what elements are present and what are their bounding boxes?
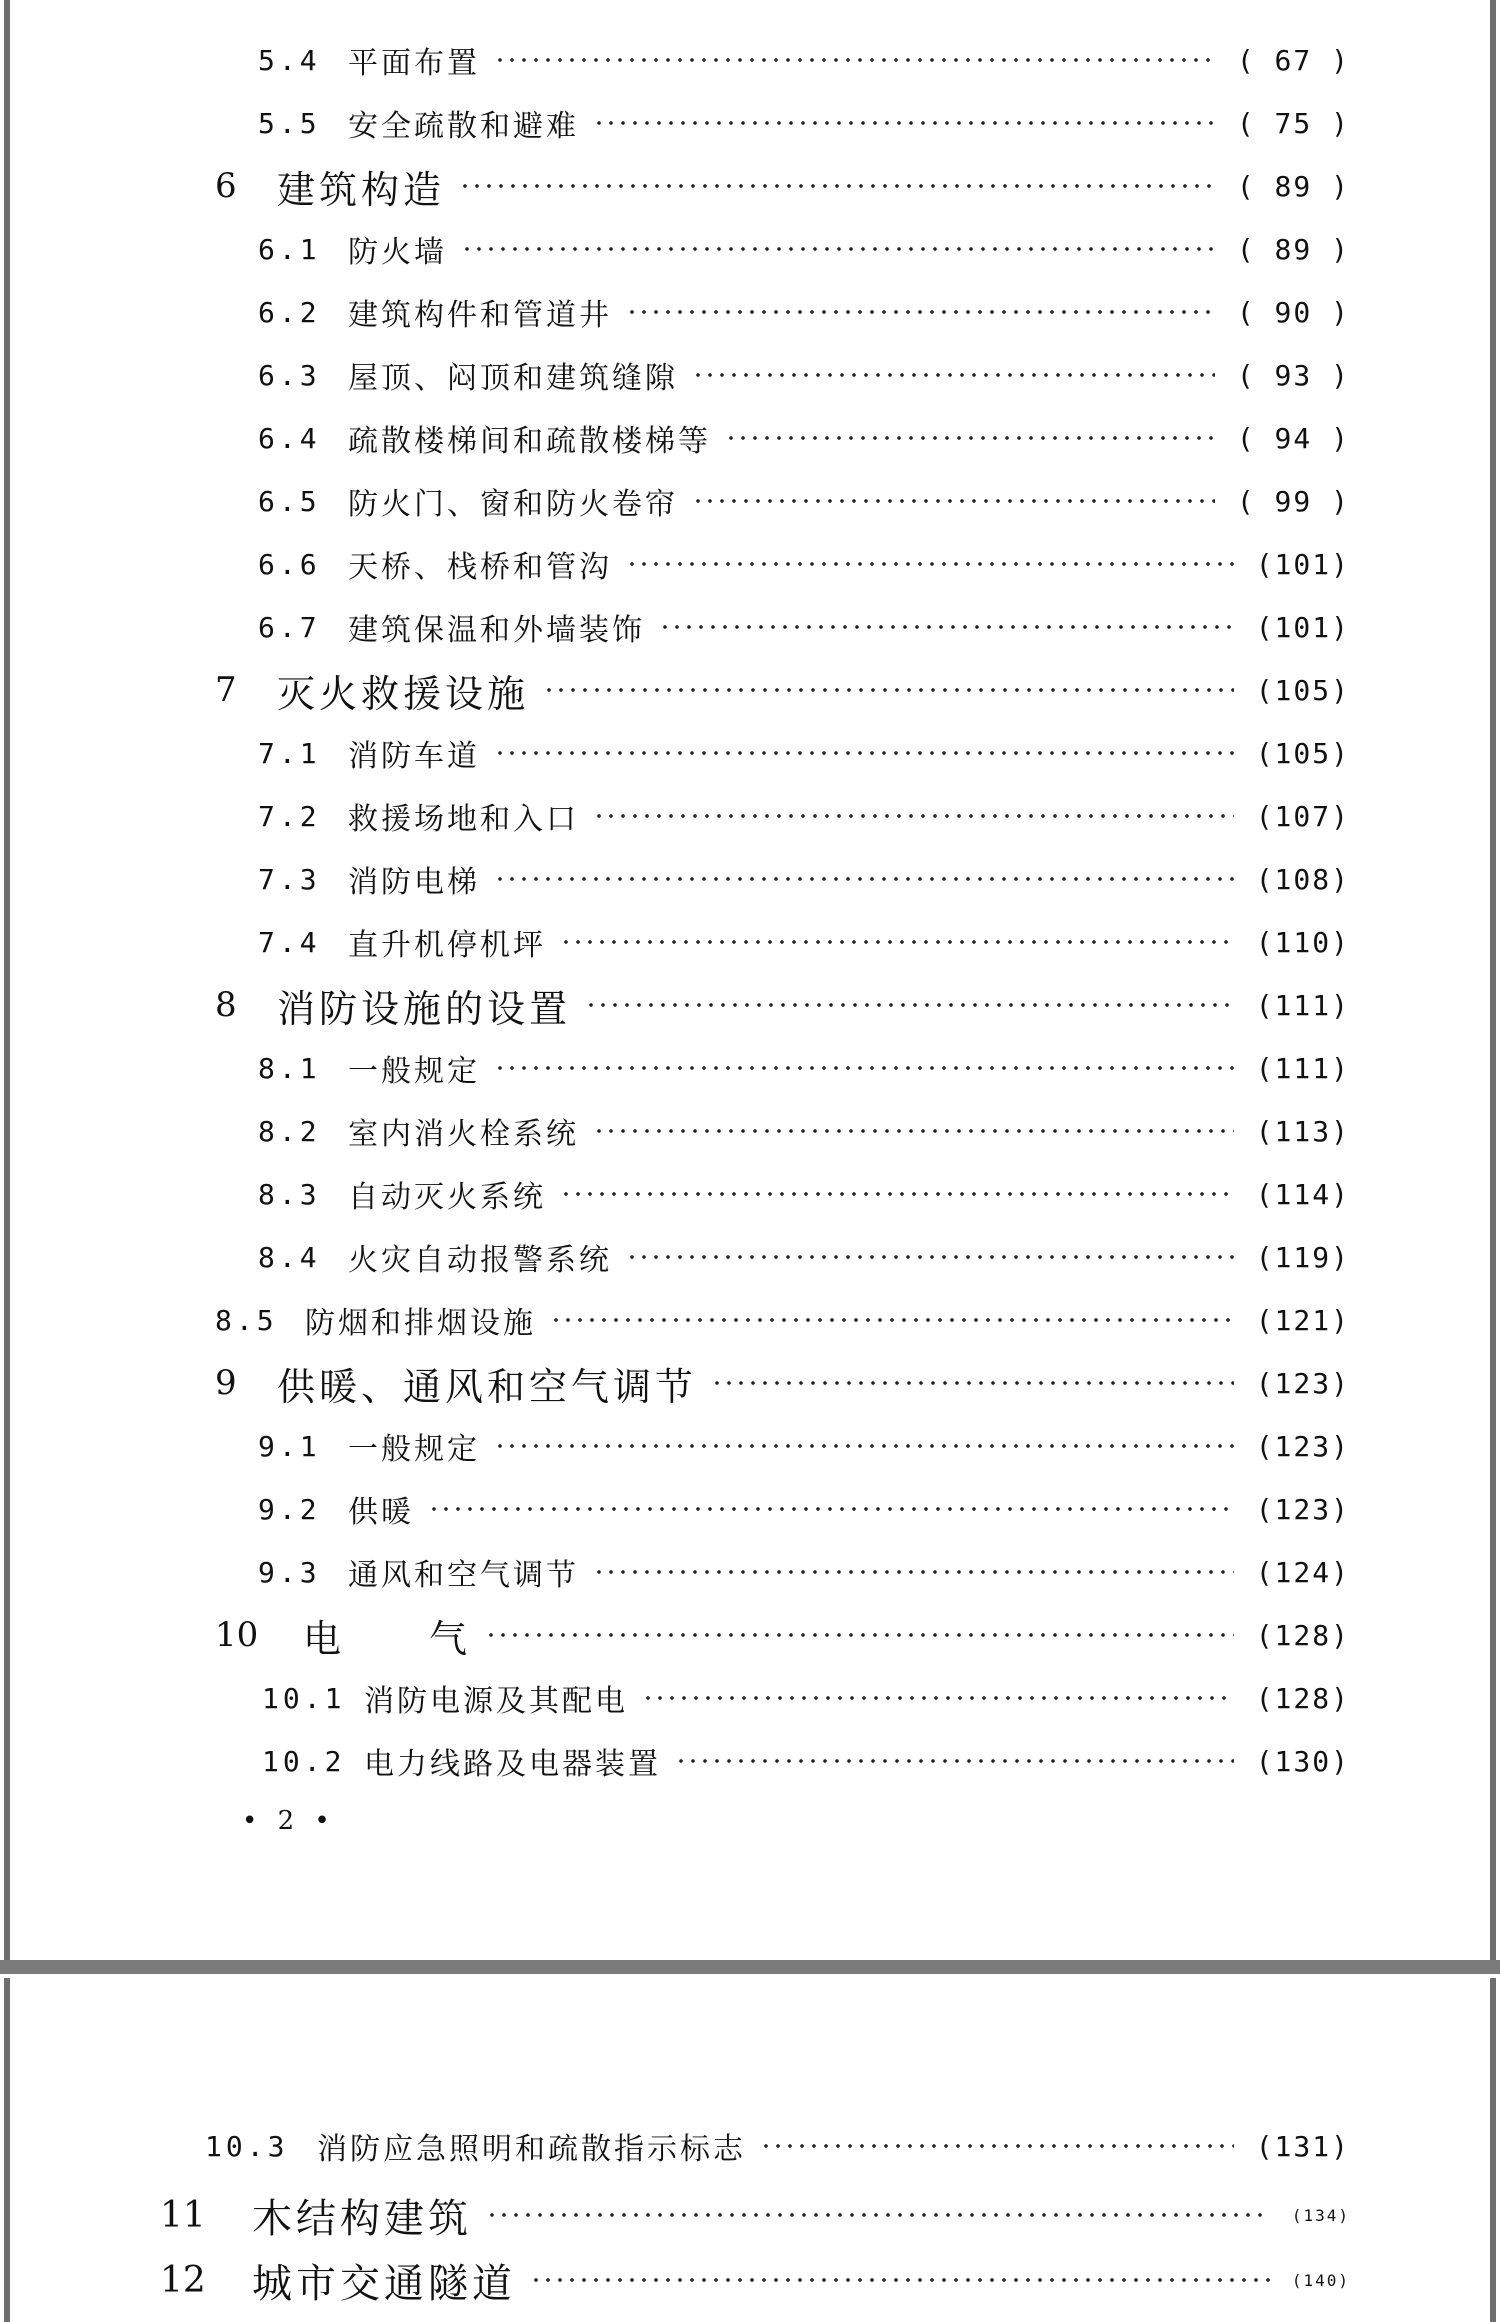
toc-entry-page: (105): [1255, 736, 1350, 770]
toc-section-entry[interactable]: [258, 723, 1350, 783]
page-divider: [0, 1960, 1500, 1974]
toc-section-entry[interactable]: [258, 1038, 1350, 1098]
dot-leader: [486, 2213, 1270, 2217]
toc-entry-page: (140): [1291, 2270, 1350, 2290]
toc-entry-number: 9: [215, 1363, 237, 1403]
toc-entry-number: 11: [160, 2194, 206, 2236]
toc-entry-page: (105): [1255, 673, 1350, 707]
toc-entry-number: 6.7: [258, 610, 321, 644]
toc-entry-page: (101): [1255, 547, 1350, 581]
toc-entry-number: 8.2: [258, 1114, 321, 1148]
toc-entry-number: 9.2: [258, 1492, 321, 1526]
toc-entry-title: 自动灭火系统: [348, 1180, 546, 1215]
left-border-top: [4, 0, 10, 1970]
toc-entry-page: (113): [1255, 1114, 1350, 1148]
dot-leader: [593, 1570, 1234, 1574]
toc-section-entry[interactable]: [258, 408, 1350, 468]
toc-entry-number: 9.1: [258, 1429, 321, 1463]
toc-entry-page: (123): [1255, 1429, 1350, 1463]
toc-entry-title: 救援场地和入口: [348, 802, 579, 837]
dot-leader: [725, 436, 1215, 440]
toc-entry-title: 平面布置: [348, 46, 480, 81]
toc-entry-number: 10: [215, 1615, 259, 1655]
toc-entry-page: (111): [1255, 988, 1350, 1022]
toc-entry-title: 灭火救援设施: [277, 671, 530, 716]
toc-section-entry[interactable]: [258, 1542, 1350, 1602]
toc-chapter-entry[interactable]: [215, 660, 1350, 720]
toc-entry-page: (119): [1255, 1240, 1350, 1274]
toc-entry-page: ( 90 ): [1236, 295, 1350, 329]
toc-entry-title: 疏散楼梯间和疏散楼梯等: [348, 424, 711, 459]
dot-leader: [760, 2144, 1234, 2148]
dot-leader: [485, 1633, 1234, 1637]
toc-entry-number: 6.3: [258, 358, 321, 392]
toc-entry-title: 城市交通隧道: [252, 2260, 516, 2307]
toc-entry-number: 5.4: [258, 43, 321, 77]
toc-entry-title: 直升机停机坪: [348, 928, 546, 963]
dot-leader: [494, 751, 1234, 755]
toc-entry-title: 防火门、窗和防火卷帘: [348, 487, 678, 522]
dot-leader: [560, 940, 1234, 944]
dot-leader: [711, 1381, 1234, 1385]
toc-chapter-entry[interactable]: [160, 2185, 1350, 2245]
toc-entry-title: 一般规定: [348, 1432, 480, 1467]
left-border-bottom: [4, 1978, 10, 2322]
toc-entry-title: 通风和空气调节: [348, 1558, 579, 1593]
toc-entry-page: (130): [1255, 1744, 1350, 1778]
toc-section-entry[interactable]: [258, 597, 1350, 657]
toc-entry-number: 7.3: [258, 862, 321, 896]
toc-entry-title: 建筑构件和管道井: [348, 298, 612, 333]
dot-leader: [494, 1066, 1234, 1070]
dot-leader: [543, 688, 1234, 692]
toc-entry-number: 6.2: [258, 295, 321, 329]
toc-entry-title: 安全疏散和避难: [348, 109, 579, 144]
toc-entry-number: 8.5: [215, 1303, 278, 1337]
dot-leader: [642, 1696, 1234, 1700]
toc-entry-title: 建筑保温和外墙装饰: [348, 613, 645, 648]
dot-leader: [593, 814, 1234, 818]
toc-entry-page: (121): [1255, 1303, 1350, 1337]
toc-entry-title: 防火墙: [348, 235, 447, 270]
dot-leader: [494, 58, 1215, 62]
toc-entry-number: 9.3: [258, 1555, 321, 1589]
dot-leader: [626, 310, 1215, 314]
toc-entry-number: 10.1: [262, 1681, 346, 1715]
toc-entry-number: 8.3: [258, 1177, 321, 1211]
toc-entry-page: (111): [1255, 1051, 1350, 1085]
toc-entry-page: ( 93 ): [1236, 358, 1350, 392]
toc-section-entry[interactable]: [258, 219, 1350, 279]
toc-entry-page: (110): [1255, 925, 1350, 959]
toc-chapter-entry[interactable]: [160, 2250, 1350, 2310]
toc-entry-page: ( 75 ): [1236, 106, 1350, 140]
toc-entry-page: (123): [1255, 1366, 1350, 1400]
toc-section-entry[interactable]: [258, 534, 1350, 594]
dot-leader: [494, 1444, 1234, 1448]
right-border-bottom: [1490, 1978, 1496, 2322]
toc-entry-number: 6.1: [258, 232, 321, 266]
toc-section-entry[interactable]: [258, 1227, 1350, 1287]
dot-leader: [461, 247, 1215, 251]
toc-entry-number: 8: [215, 985, 237, 1025]
toc-section-entry[interactable]: [258, 1101, 1350, 1161]
toc-entry-title: 供暖、通风和空气调节: [277, 1364, 698, 1409]
toc-section-entry[interactable]: [258, 1479, 1350, 1539]
toc-section-entry[interactable]: [205, 2116, 1350, 2176]
toc-entry-title: 天桥、栈桥和管沟: [348, 550, 612, 585]
toc-entry-number: 6.4: [258, 421, 321, 455]
toc-entry-title: 供暖: [348, 1495, 414, 1530]
toc-chapter-entry[interactable]: [215, 1353, 1350, 1413]
dot-leader: [560, 1192, 1234, 1196]
toc-entry-number: 8.1: [258, 1051, 321, 1085]
toc-entry-title: 消防电源及其配电: [364, 1684, 628, 1719]
toc-entry-page: (128): [1255, 1618, 1350, 1652]
toc-entry-page: ( 94 ): [1236, 421, 1350, 455]
toc-entry-page: ( 67 ): [1236, 43, 1350, 77]
toc-entry-page: (124): [1255, 1555, 1350, 1589]
toc-entry-page: (107): [1255, 799, 1350, 833]
dot-leader: [626, 562, 1234, 566]
toc-section-entry[interactable]: [258, 1416, 1350, 1476]
toc-entry-number: 12: [160, 2259, 206, 2301]
toc-section-entry[interactable]: [262, 1731, 1350, 1791]
toc-entry-number: 5.5: [258, 106, 321, 140]
toc-section-entry[interactable]: [258, 345, 1350, 405]
toc-entry-title: 木结构建筑: [252, 2195, 472, 2242]
right-border-top: [1490, 0, 1496, 1970]
toc-entry-title: 电力线路及电器装置: [364, 1747, 661, 1782]
dot-leader: [585, 1003, 1234, 1007]
dot-leader: [459, 184, 1215, 188]
toc-entry-page: ( 89 ): [1236, 232, 1350, 266]
dot-leader: [428, 1507, 1234, 1511]
toc-section-entry[interactable]: [262, 1668, 1350, 1728]
toc-entry-title: 建筑构造: [277, 167, 446, 212]
toc-entry-number: 6.5: [258, 484, 321, 518]
toc-entry-title: 室内消火栓系统: [348, 1117, 579, 1152]
toc-entry-number: 10.2: [262, 1744, 346, 1778]
toc-entry-page: (128): [1255, 1681, 1350, 1715]
toc-chapter-entry[interactable]: [215, 156, 1350, 216]
dot-leader: [626, 1255, 1234, 1259]
toc-entry-page: (131): [1255, 2129, 1350, 2163]
dot-leader: [494, 877, 1234, 881]
toc-section-entry[interactable]: [258, 471, 1350, 531]
toc-section-entry[interactable]: [258, 849, 1350, 909]
toc-entry-page: (134): [1291, 2205, 1350, 2225]
toc-entry-number: 8.4: [258, 1240, 321, 1274]
toc-entry-number: 6.6: [258, 547, 321, 581]
toc-section-entry[interactable]: [258, 30, 1350, 90]
toc-entry-title: 消防电梯: [348, 865, 480, 900]
dot-leader: [593, 121, 1215, 125]
toc-entry-title: 电 气: [303, 1616, 472, 1661]
toc-section-entry[interactable]: [258, 282, 1350, 342]
toc-entry-title: 一般规定: [348, 1054, 480, 1089]
toc-entry-page: (114): [1255, 1177, 1350, 1211]
toc-entry-title: 屋顶、闷顶和建筑缝隙: [348, 361, 678, 396]
toc-entry-number: 10.3: [205, 2129, 289, 2163]
toc-section-entry[interactable]: [258, 912, 1350, 972]
dot-leader: [692, 373, 1215, 377]
toc-entry-title: 消防应急照明和疏散指示标志: [317, 2132, 746, 2167]
toc-entry-title: 火灾自动报警系统: [348, 1243, 612, 1278]
dot-leader: [659, 625, 1234, 629]
toc-entry-page: ( 99 ): [1236, 484, 1350, 518]
toc-entry-number: 7.4: [258, 925, 321, 959]
toc-section-entry[interactable]: [258, 93, 1350, 153]
toc-entry-number: 7: [215, 670, 237, 710]
toc-entry-number: 7.2: [258, 799, 321, 833]
toc-entry-page: (101): [1255, 610, 1350, 644]
dot-leader: [593, 1129, 1234, 1133]
toc-section-entry[interactable]: [258, 1164, 1350, 1224]
toc-chapter-entry[interactable]: [215, 1605, 1350, 1665]
dot-leader: [675, 1759, 1234, 1763]
toc-section-entry[interactable]: [215, 1290, 1350, 1350]
dot-leader: [550, 1318, 1234, 1322]
toc-entry-title: 消防设施的设置: [277, 986, 572, 1031]
toc-chapter-entry[interactable]: [215, 975, 1350, 1035]
toc-entry-page: ( 89 ): [1236, 169, 1350, 203]
toc-entry-page: (108): [1255, 862, 1350, 896]
toc-section-entry[interactable]: [258, 786, 1350, 846]
toc-entry-page: (123): [1255, 1492, 1350, 1526]
page-number: • 2 •: [242, 1806, 336, 1836]
toc-entry-title: 防烟和排烟设施: [305, 1306, 536, 1341]
toc-entry-number: 7.1: [258, 736, 321, 770]
toc-entry-number: 6: [215, 166, 237, 206]
dot-leader: [692, 499, 1215, 503]
dot-leader: [530, 2278, 1270, 2282]
toc-entry-title: 消防车道: [348, 739, 480, 774]
